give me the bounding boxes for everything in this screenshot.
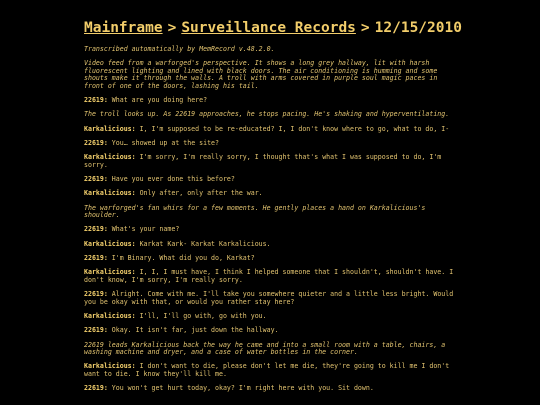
transcript-note: Video feed from a warforged's perspective. It shows a long grey hallway, lit with harsh fluorescent lighting and lined with black doors. The air conditioning is humming and some shouts make it through the walls. A troll with arms covered in purple soul magic paces in front of one of the doors, lashing his tail.: [84, 59, 438, 90]
dialogue-text: I'm Binary. What did you do, Karkat?: [107, 254, 255, 263]
breadcrumb-separator: >: [360, 20, 370, 36]
transcript-line: [84, 126, 456, 134]
transcript-line: [84, 313, 456, 321]
dialogue-text: You… showed up at the site?: [107, 138, 219, 147]
speaker-name: 22619:: [84, 326, 108, 335]
speaker-name: 22619:: [84, 290, 108, 299]
breadcrumb-link-surveillance-records[interactable]: Surveillance Records: [181, 20, 356, 36]
dialogue-text: Only after, only after the war.: [135, 189, 263, 198]
speaker-name: Karkalicious:: [84, 124, 136, 133]
page-content: [84, 18, 462, 399]
dialogue-text: Alright. Come with me. I'll take you somewhere quieter and a little less bright. Would you be okay with that, or would you rather stay here?: [84, 290, 454, 306]
transcript-note: Transcribed automatically by MemRecord v.48.2.0.: [84, 45, 275, 53]
transcript-line: [84, 241, 456, 249]
speaker-name: 22619:: [84, 138, 108, 147]
dialogue-text: I, I'm supposed to be re-educated? I, I don't know where to go, what to do, I-: [135, 124, 450, 133]
dialogue-text: What's your name?: [107, 225, 180, 234]
dialogue-text: I'll, I'll go with, go with you.: [135, 311, 267, 320]
dialogue-text: I don't want to die, please don't let me die, they're going to kill me I don't want to die. I know they'll kill me.: [84, 362, 450, 378]
transcript-line: [84, 363, 456, 378]
page-title: 12/15/2010: [374, 20, 462, 36]
speaker-name: 22619:: [84, 96, 108, 105]
speaker-name: 22619:: [84, 254, 108, 263]
transcript-line: [84, 176, 456, 184]
breadcrumb-separator: >: [167, 20, 177, 36]
speaker-name: Karkalicious:: [84, 239, 136, 248]
transcript-line: [84, 226, 456, 234]
speaker-name: 22619:: [84, 384, 108, 393]
transcript-note: The troll looks up. As 22619 approaches, he stops pacing. He's shaking and hyperventilating.: [84, 110, 450, 119]
speaker-name: 22619:: [84, 175, 108, 184]
dialogue-text: What are you doing here?: [107, 96, 208, 105]
transcript-line: [84, 269, 456, 284]
dialogue-text: Okay. It isn't far, just down the hallway.: [107, 326, 279, 335]
transcript-line: [84, 327, 456, 335]
transcript: [84, 46, 456, 393]
breadcrumb-link-mainframe[interactable]: Mainframe: [84, 20, 163, 36]
breadcrumb: [84, 18, 462, 38]
transcript-line: [84, 140, 456, 148]
dialogue-text: You won't get hurt today, okay? I'm right here with you. Sit down.: [107, 384, 374, 393]
speaker-name: Karkalicious:: [84, 362, 136, 371]
transcript-line: [84, 255, 456, 263]
speaker-name: Karkalicious:: [84, 268, 136, 277]
dialogue-text: Karkat Kark- Karkat Karkalicious.: [135, 239, 271, 248]
speaker-name: Karkalicious:: [84, 153, 136, 162]
dialogue-text: Have you ever done this before?: [107, 175, 235, 184]
dialogue-text: I'm sorry, I'm really sorry, I thought that's what I was supposed to do, I'm sorry.: [84, 153, 442, 169]
speaker-name: 22619:: [84, 225, 108, 234]
transcript-line: [84, 154, 456, 169]
transcript-line: [84, 97, 456, 105]
transcript-line: [84, 385, 456, 393]
transcript-line: [84, 291, 456, 306]
transcript-line: [84, 190, 456, 198]
dialogue-text: I, I, I must have, I think I helped someone that I shouldn't, shouldn't have. I don't know, I'm sorry, I'm really sorry.: [84, 268, 454, 284]
transcript-note: 22619 leads Karkalicious back the way he came and into a small room with a table, chairs, a washing machine and dryer, and a case of water bottles in the corner.: [84, 340, 446, 357]
speaker-name: Karkalicious:: [84, 189, 136, 198]
speaker-name: Karkalicious:: [84, 311, 136, 320]
transcript-note: The warforged's fan whirs for a few moments. He gently places a hand on Karkalicious's shoulder.: [84, 203, 426, 220]
